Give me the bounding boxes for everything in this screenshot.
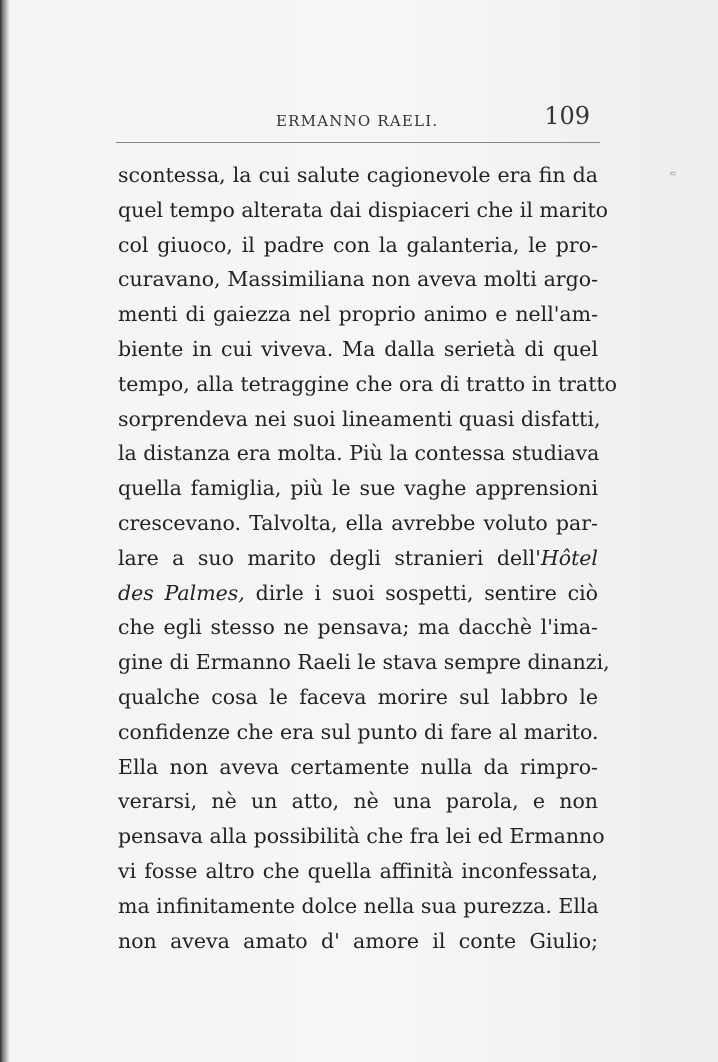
text-line: scontessa, la cui salute cagionevole era fin da — [118, 163, 598, 187]
text-line: sorprendeva nei suoi lineamenti quasi disfatti, — [118, 406, 601, 431]
text-line: tempo, alla tetraggine che ora di tratto in tratto — [118, 371, 618, 396]
italic-text-segment: Hôtel — [540, 545, 598, 570]
page-binding-shadow — [0, 0, 10, 1062]
text-line: crescevano. Talvolta, ella avrebbe voluto par- — [118, 510, 598, 535]
text-line: che egli stesso ne pensava; ma dacchè l'ima- — [118, 615, 598, 640]
text-line: vi fosse altro che quella affinità inconfessata, — [118, 858, 598, 883]
text-line: curavano, Massimiliana non aveva molti argo- — [118, 267, 598, 292]
page-number: 109 — [544, 102, 590, 130]
text-line: gine di Ermanno Raeli le stava sempre dinanzi, — [118, 650, 610, 675]
text-line: verarsi, nè un atto, nè una parola, e non — [118, 789, 598, 814]
text-line: confidenze che era sul punto di fare al marito. — [118, 719, 599, 744]
text-line: Ella non aveva certamente nulla da rimpro- — [118, 754, 598, 779]
body-text — [118, 158, 618, 958]
text-line: pensava alla possibilità che fra lei ed Ermanno — [118, 824, 605, 849]
text-line: menti di gaiezza nel proprio animo e nell'am- — [118, 302, 598, 327]
text-line: la distanza era molta. Più la contessa studiava — [118, 441, 600, 466]
text-line — [118, 576, 598, 611]
text-line: non aveva amato d' amore il conte Giulio; — [118, 928, 598, 953]
page-header — [118, 100, 598, 132]
text-line: qualche cosa le faceva morire sul labbro le — [118, 684, 598, 709]
text-line: col giuoco, il padre con la galanteria, le pro- — [118, 232, 598, 257]
text-segment: dirle i suoi sospetti, sentire ciò — [244, 580, 598, 605]
italic-text-segment: des Palmes, — [118, 580, 245, 605]
header-rule — [116, 142, 600, 143]
running-title: ERMANNO RAELI. — [276, 112, 439, 130]
text-segment: lare a suo marito degli stranieri dell' — [118, 545, 541, 570]
paper-speck: ⸦ — [668, 169, 678, 180]
text-line: ma infinitamente dolce nella sua purezza. Ella — [118, 893, 599, 918]
text-line — [118, 541, 598, 576]
text-line: biente in cui viveva. Ma dalla serietà di quel — [118, 336, 598, 361]
text-line: quel tempo alterata dai dispiaceri che il marito — [118, 197, 609, 222]
text-line: quella famiglia, più le sue vaghe apprensioni — [118, 476, 598, 501]
